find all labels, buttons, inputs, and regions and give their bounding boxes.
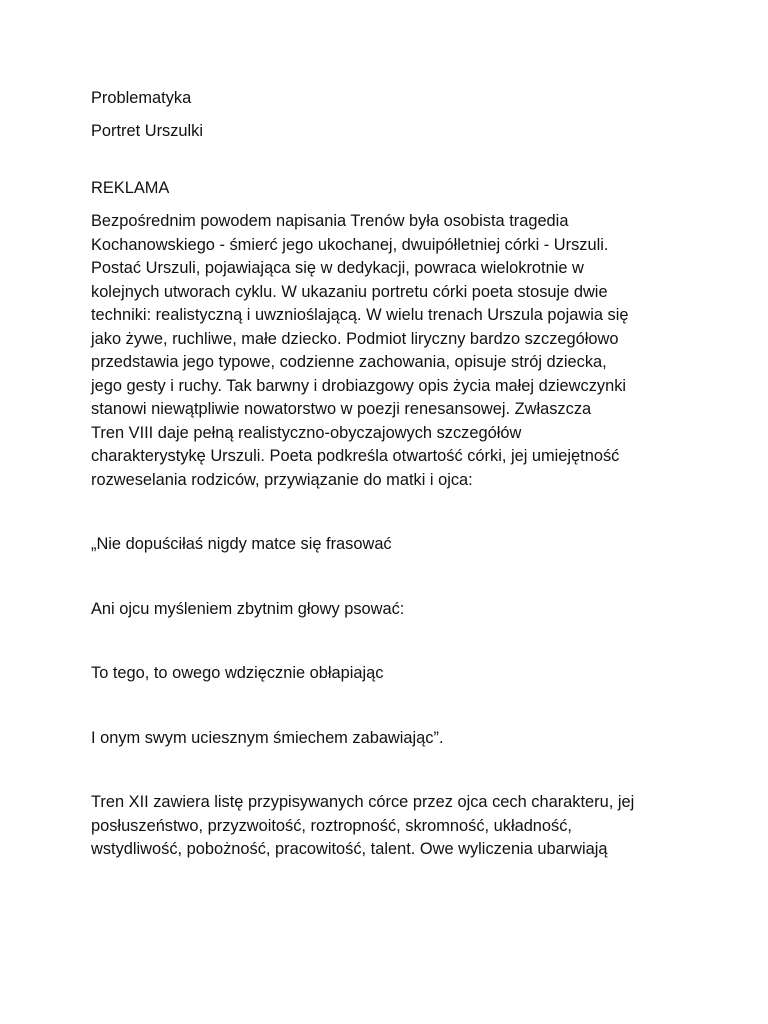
document-content (91, 87, 691, 862)
quote-line-3: To tego, to owego wdzięcznie obłapiając (91, 664, 384, 682)
paragraph-1-line: jego gesty i ruchy. Tak barwny i drobiazgowy opis życia małej dziewczynki (91, 376, 627, 395)
quote-line-4: I onym swym uciesznym śmiechem zabawiając”. (91, 728, 444, 747)
paragraph-1-line: stanowi niewątpliwie nowatorstwo w poezji renesansowej. Zwłaszcza (91, 400, 592, 418)
paragraph-1-line: techniki: realistyczną i uwznioślającą. W wielu trenach Urszula pojawia się (91, 306, 629, 324)
paragraph-1-line: Bezpośrednim powodem napisania Trenów była osobista tragedia (91, 212, 569, 230)
paragraph-1-line: kolejnych utworach cyklu. W ukazaniu portretu córki poeta stosuje dwie (91, 282, 608, 301)
paragraph-2-line: Tren XII zawiera listę przypisywanych córce przez ojca cech charakteru, jej (91, 793, 635, 811)
paragraph-2-line: posłuszeństwo, przyzwoitość, roztropność, skromność, układność, (91, 816, 572, 835)
heading-portret-urszulki: Portret Urszulki (91, 122, 204, 140)
paragraph-2-line: wstydliwość, pobożność, pracowitość, talent. Owe wyliczenia ubarwiają (91, 840, 608, 858)
paragraph-1-line: rozweselania rodziców, przywiązanie do matki i ojca: (91, 470, 473, 489)
paragraph-1-line: jako żywe, ruchliwe, małe dziecko. Podmiot liryczny bardzo szczegółowo (91, 329, 619, 348)
paragraph-1-line: charakterystykę Urszuli. Poeta podkreśla otwartość córki, jej umiejętność (91, 447, 620, 465)
quote-line-1: „Nie dopuściłaś nigdy matce się frasować (91, 535, 392, 553)
paragraph-1-line: Postać Urszuli, pojawiająca się w dedykacji, powraca wielokrotnie w (91, 259, 584, 277)
paragraph-1 (91, 210, 691, 492)
paragraph-1-line: Kochanowskiego - śmierć jego ukochanej, dwuipółletniej córki - Urszuli. (91, 235, 609, 254)
heading-problematyka: Problematyka (91, 89, 192, 107)
paragraph-1-line: przedstawia jego typowe, codzienne zachowania, opisuje strój dziecka, (91, 353, 607, 371)
quote-line-2: Ani ojcu myśleniem zbytnim głowy psować: (91, 599, 405, 618)
paragraph-2 (91, 791, 691, 862)
heading-reklama: REKLAMA (91, 179, 170, 197)
paragraph-1-line: Tren VIII daje pełną realistyczno-obyczajowych szczegółów (91, 423, 522, 442)
